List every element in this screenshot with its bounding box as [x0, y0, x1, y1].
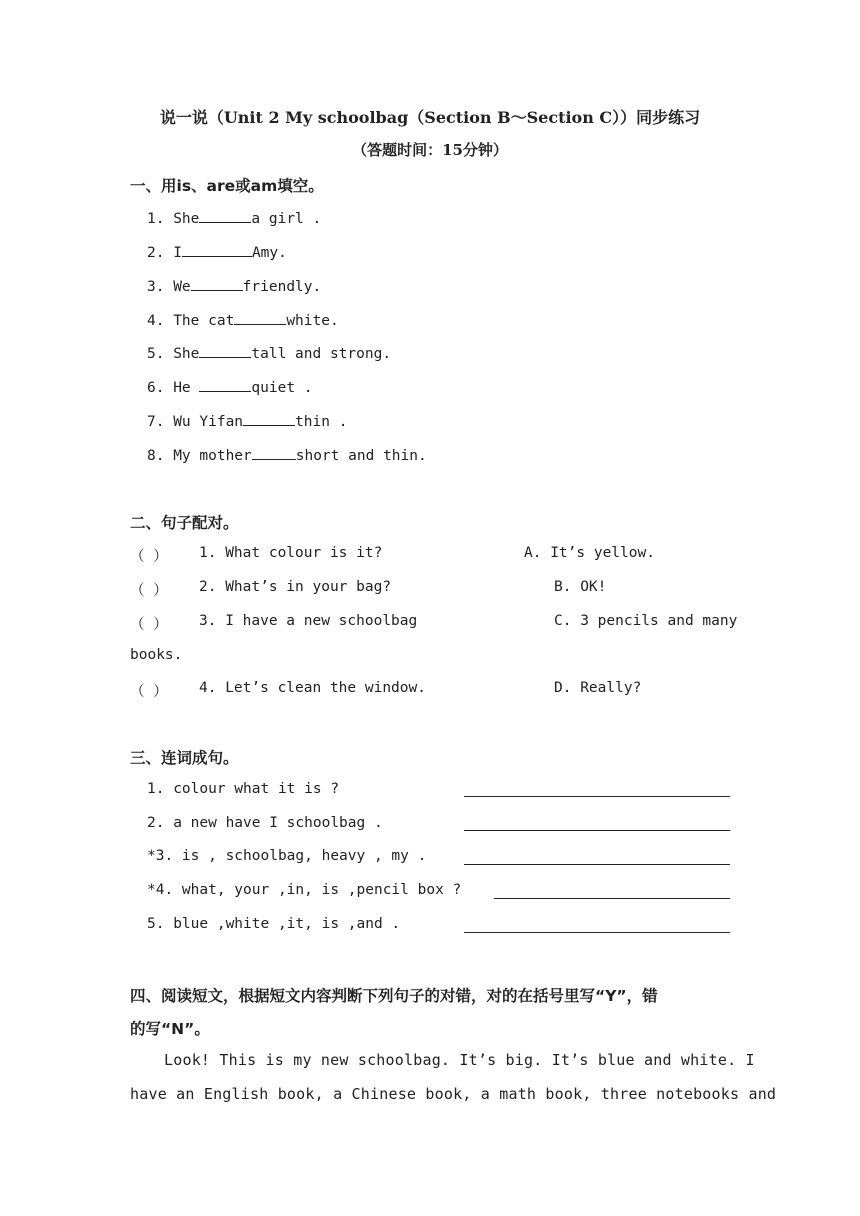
fill-item: [147, 242, 287, 261]
section3-heading: 三、连词成句。: [130, 749, 239, 767]
fill-item: [147, 208, 321, 227]
item-number: 7.: [147, 414, 165, 430]
item-text-after: quiet .: [251, 380, 313, 396]
item-number: 4.: [147, 313, 165, 329]
page-title: 说一说（Unit 2 My schoolbag（Section B～Section C））同步练习: [159, 108, 701, 127]
item-text-before: The cat: [173, 313, 235, 329]
match-answer-wrap: books.: [130, 647, 183, 663]
fill-item: [147, 445, 427, 464]
item-text-after: short and thin.: [295, 448, 427, 464]
answer-blank[interactable]: [199, 208, 251, 223]
item-text-after: a girl .: [251, 211, 322, 227]
item-text-before: He: [173, 380, 200, 396]
item-number: 1.: [147, 211, 165, 227]
answer-time: （答题时间：15分钟）: [352, 141, 508, 159]
match-answer: A. It’s yellow.: [524, 545, 655, 561]
scramble-item: 5. blue ,white ,it, is ,and .: [147, 916, 401, 932]
answer-line[interactable]: [464, 796, 730, 797]
item-number: 5.: [147, 346, 165, 362]
match-paren[interactable]: （ ）: [130, 549, 168, 565]
item-text-before: She: [173, 211, 200, 227]
item-number: 8.: [147, 448, 165, 464]
section2-heading: 二、句子配对。: [130, 514, 239, 532]
item-text-before: I: [173, 245, 182, 261]
match-question: 4. Let’s clean the window.: [199, 680, 426, 696]
section1-heading: 一、用is、are或am填空。: [130, 177, 324, 195]
item-number: 2.: [147, 245, 165, 261]
answer-line[interactable]: [494, 898, 730, 899]
match-paren[interactable]: （ ）: [130, 583, 168, 599]
item-text-before: She: [173, 346, 200, 362]
fill-item: [147, 310, 339, 329]
section4-heading: 四、阅读短文，根据短文内容判断下列句子的对错，对的在括号里写“Y”，错: [130, 987, 658, 1005]
answer-line[interactable]: [464, 932, 730, 933]
reading-paragraph-line: Look! This is my new schoolbag. It’s big. It’s blue and white. I: [164, 1051, 755, 1069]
answer-blank[interactable]: [182, 242, 252, 257]
scramble-item: 1. colour what it is ?: [147, 781, 340, 797]
answer-blank[interactable]: [199, 343, 251, 358]
match-paren[interactable]: （ ）: [130, 684, 168, 700]
item-text-after: friendly.: [242, 279, 322, 295]
item-text-before: My mother: [173, 448, 252, 464]
scramble-item: *4. what, your ,in, is ,pencil box ?: [147, 882, 462, 898]
match-question: 3. I have a new schoolbag: [199, 613, 418, 629]
answer-line[interactable]: [464, 864, 730, 865]
answer-blank[interactable]: [234, 310, 286, 325]
item-text-after: tall and strong.: [251, 346, 392, 362]
fill-item: [147, 343, 391, 362]
item-number: 6.: [147, 380, 165, 396]
section4-heading-cont: 的写“N”。: [130, 1020, 210, 1038]
item-text-after: Amy.: [251, 245, 287, 261]
item-number: 3.: [147, 279, 165, 295]
item-text-after: white.: [286, 313, 339, 329]
match-answer: C. 3 pencils and many: [554, 613, 738, 629]
fill-item: [147, 377, 313, 396]
fill-item: [147, 411, 347, 430]
reading-paragraph-line: have an English book, a Chinese book, a math book, three notebooks and: [130, 1085, 777, 1103]
answer-blank[interactable]: [199, 377, 251, 392]
item-text-before: Wu Yifan: [173, 414, 244, 430]
match-paren[interactable]: （ ）: [130, 617, 168, 633]
fill-item: [147, 276, 321, 295]
match-question: 2. What’s in your bag?: [199, 579, 392, 595]
item-text-after: thin .: [295, 414, 348, 430]
match-question: 1. What colour is it?: [199, 545, 383, 561]
scramble-item: 2. a new have I schoolbag .: [147, 815, 383, 831]
answer-blank[interactable]: [191, 276, 243, 291]
scramble-item: *3. is , schoolbag, heavy , my .: [147, 848, 427, 864]
match-answer: B. OK!: [554, 579, 607, 595]
item-text-before: We: [173, 279, 191, 295]
answer-blank[interactable]: [252, 445, 296, 460]
answer-blank[interactable]: [243, 411, 295, 426]
answer-line[interactable]: [464, 830, 730, 831]
match-answer: D. Really?: [554, 680, 642, 696]
